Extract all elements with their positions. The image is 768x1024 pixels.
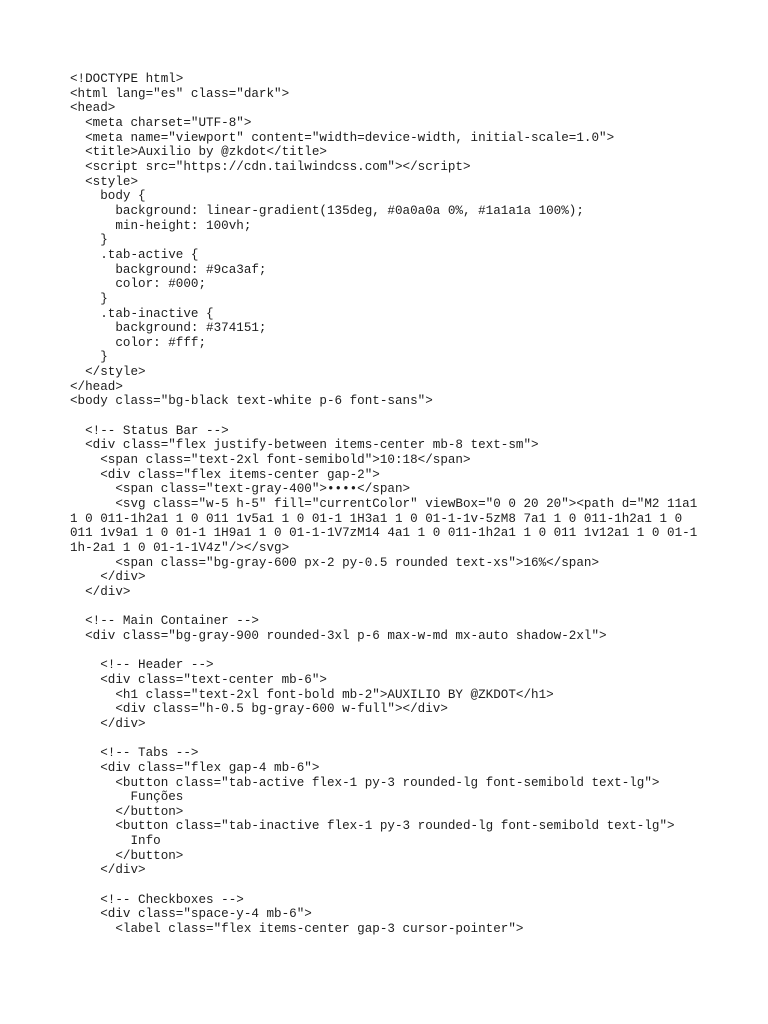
code-line: <div class="flex items-center gap-2"> xyxy=(70,467,380,482)
code-line: <html lang="es" class="dark"> xyxy=(70,86,290,101)
code-line: } xyxy=(70,291,108,306)
code-line: <body class="bg-black text-white p-6 font-sans"> xyxy=(70,394,433,409)
code-line: <!-- Tabs --> xyxy=(70,746,199,761)
code-line: background: #374151; xyxy=(70,321,267,336)
code-line: .tab-active { xyxy=(70,247,199,262)
code-line: </head> xyxy=(70,379,123,394)
code-line: min-height: 100vh; xyxy=(70,218,252,233)
code-line: <div class="flex justify-between items-center mb-8 text-sm"> xyxy=(70,438,539,453)
code-line: 1 0 011-1h2a1 1 0 011 1v5a1 1 0 01-1 1H3a1 1 0 01-1-1v-5zM8 7a1 1 0 011-1h2a1 1 0 xyxy=(70,511,683,526)
code-line: Funções xyxy=(70,790,184,805)
code-line: <div class="text-center mb-6"> xyxy=(70,672,327,687)
code-line: </div> xyxy=(70,584,131,599)
code-line: <!DOCTYPE html> xyxy=(70,72,184,86)
code-line: 011 1v9a1 1 0 01-1 1H9a1 1 0 01-1-1V7zM14 4a1 1 0 011-1h2a1 1 0 011 1v12a1 1 0 01-1 xyxy=(70,526,698,541)
code-line: </div> xyxy=(70,863,146,878)
code-line xyxy=(70,600,768,615)
code-line: body { xyxy=(70,189,146,204)
code-line: <head> xyxy=(70,101,116,116)
code-line: <label class="flex items-center gap-3 cursor-pointer"> xyxy=(70,922,524,937)
code-line: color: #000; xyxy=(70,277,207,292)
code-line: </button> xyxy=(70,848,184,863)
code-line: <div class="space-y-4 mb-6"> xyxy=(70,907,312,922)
code-line: <!-- Header --> xyxy=(70,658,214,673)
code-line: <span class="text-2xl font-semibold">10:18</span> xyxy=(70,453,471,468)
code-line: <!-- Checkboxes --> xyxy=(70,892,244,907)
code-line xyxy=(70,878,768,893)
code-line: <svg class="w-5 h-5" fill="currentColor" viewBox="0 0 20 20"><path d="M2 11a1 xyxy=(70,497,698,512)
code-line: <div class="h-0.5 bg-gray-600 w-full"></div> xyxy=(70,702,448,717)
code-line xyxy=(70,644,768,659)
code-line: } xyxy=(70,233,108,248)
code-line: <!-- Status Bar --> xyxy=(70,423,229,438)
code-line: <meta name="viewport" content="width=device-width, initial-scale=1.0"> xyxy=(70,130,615,145)
code-line: <style> xyxy=(70,174,139,189)
code-line xyxy=(70,409,768,424)
code-line: background: linear-gradient(135deg, #0a0a0a 0%, #1a1a1a 100%); xyxy=(70,203,584,218)
code-line: } xyxy=(70,350,108,365)
code-line: <script src="https://cdn.tailwindcss.com"></script> xyxy=(70,159,471,174)
code-line: <span class="text-gray-400">••••</span> xyxy=(70,482,411,497)
code-line: </button> xyxy=(70,804,184,819)
code-line: color: #fff; xyxy=(70,335,207,350)
code-line: </div> xyxy=(70,570,146,585)
code-line: <!-- Main Container --> xyxy=(70,614,259,629)
code-line: background: #9ca3af; xyxy=(70,262,267,277)
code-line: <meta charset="UTF-8"> xyxy=(70,115,252,130)
code-line: <span class="bg-gray-600 px-2 py-0.5 rounded text-xs">16%</span> xyxy=(70,555,600,570)
code-line xyxy=(70,732,768,747)
code-line: </style> xyxy=(70,365,146,380)
code-line: <div class="bg-gray-900 rounded-3xl p-6 max-w-md mx-auto shadow-2xl"> xyxy=(70,628,607,643)
code-line: <h1 class="text-2xl font-bold mb-2">AUXILIO BY @ZKDOT</h1> xyxy=(70,687,554,702)
code-line: </div> xyxy=(70,716,146,731)
code-listing xyxy=(70,72,768,937)
code-line: .tab-inactive { xyxy=(70,306,214,321)
code-line: <button class="tab-inactive flex-1 py-3 rounded-lg font-semibold text-lg"> xyxy=(70,819,675,834)
code-line: 1h-2a1 1 0 01-1-1V4z"/></svg> xyxy=(70,541,290,555)
code-line: <title>Auxilio by @zkdot</title> xyxy=(70,145,327,160)
code-line: <button class="tab-active flex-1 py-3 rounded-lg font-semibold text-lg"> xyxy=(70,775,660,790)
code-line: <div class="flex gap-4 mb-6"> xyxy=(70,760,320,775)
code-line: Info xyxy=(70,834,161,849)
